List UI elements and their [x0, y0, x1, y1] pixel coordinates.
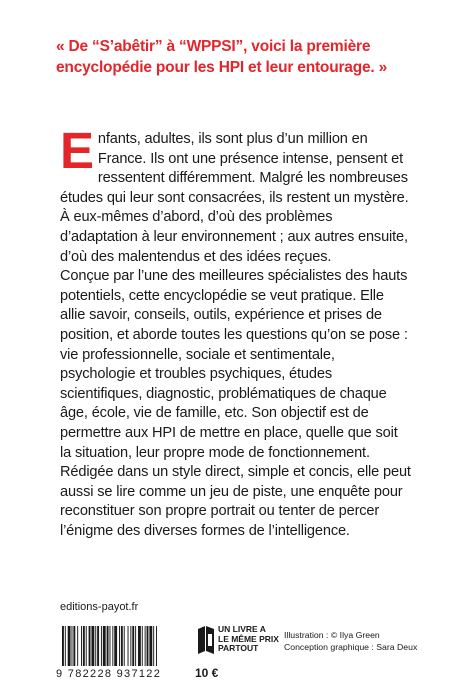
book-price-logo-icon — [196, 626, 216, 659]
book-price-law-label — [218, 625, 288, 654]
illustration-credit: Illustration : © Ilya Green — [284, 630, 380, 640]
dropcap-letter: E — [60, 122, 94, 179]
quote-line-1: « De “S’abêtir” à “WPPSI”, voici la première — [56, 38, 371, 55]
price: 10 € — [195, 666, 219, 680]
isbn-number: 9 782228 937122 — [56, 668, 162, 680]
blurb-paragraph-2: Conçue par l’une des meilleures spécialistes des hauts potentiels, cette encyclopédie se veut pratique. Elle allie savoir, conseils, outils, expérience et prises de position, et aborde toutes les questions qu’on se pose : vie professionnelle, sociale et sentimentale, psychologie et troubles psychiques, études scientifiques, diagnostic, problématiques de chaque âge, école, vie de famille, etc. Son objectif est de permettre aux HPI de mettre en place, quelle que soit la situation, leur propre mode de fonctionnement. — [60, 268, 408, 461]
prix-line-3: PARTOUT — [218, 643, 259, 653]
blurb-paragraph-3: Rédigée dans un style direct, simple et concis, elle peut aussi se lire comme un jeu de piste, une enquête pour reconstituer son propre portrait ou tenter de percer l’énigme des diverses formes de l’intelligence. — [60, 464, 411, 539]
prix-line-2: LE MÊME PRIX — [218, 633, 279, 644]
blurb-paragraph-1 — [60, 122, 412, 267]
quote-line-2: encyclopédie pour les HPI et leur entourage. » — [56, 59, 388, 76]
barcode-icon — [60, 626, 188, 666]
blurb-paragraph-1-text: nfants, adultes, ils sont plus d’un million en France. Ils ont une présence intense, pensent et ressentent différemment. Malgré les nombreuses études qui leur sont consacrées, ils restent un mystère. À eux-mêmes d’abord, d’où des problèmes d’adaptation à leur environnement ; aux autres ensuite, d’où des malentendus et des idées reçues. — [60, 131, 409, 265]
publisher-website[interactable]: editions-payot.fr — [60, 601, 139, 613]
prix-line-1: UN LIVRE A — [218, 624, 266, 634]
credits — [284, 629, 434, 653]
back-cover-quote — [56, 36, 408, 78]
blurb-text — [60, 122, 412, 541]
design-credit: Conception graphique : Sara Deux — [284, 642, 418, 652]
